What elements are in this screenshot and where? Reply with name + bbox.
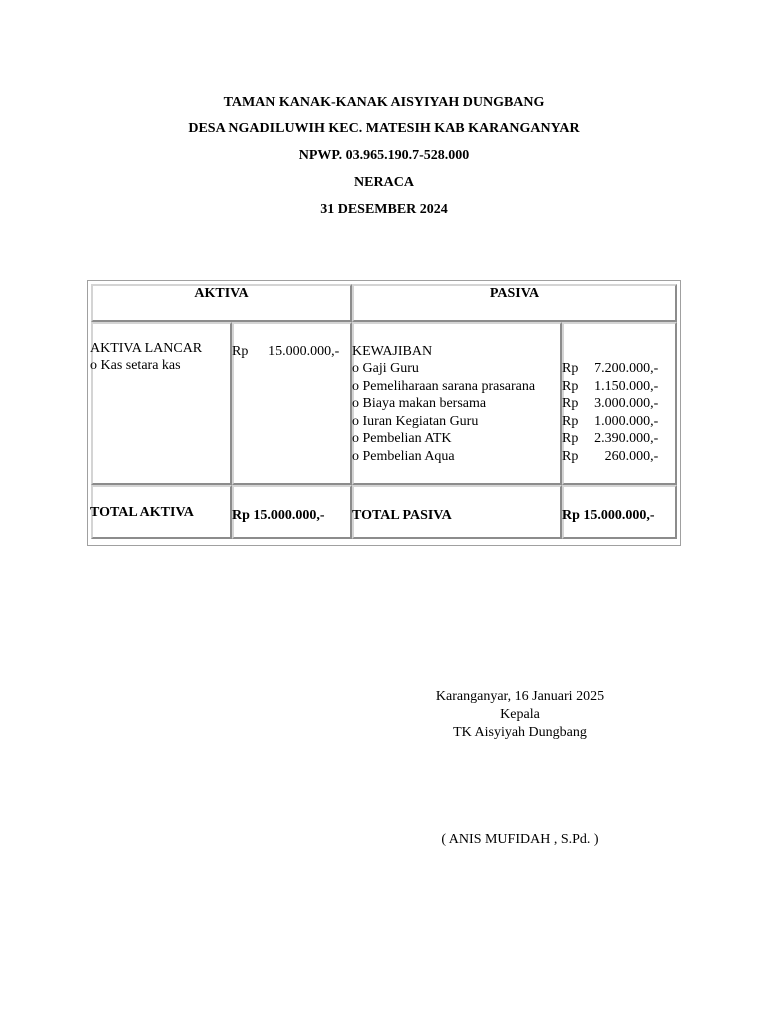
currency-label: Rp <box>562 431 579 446</box>
pasiva-item-label: o Pembelian Aqua <box>352 448 455 464</box>
aktiva-item-kas: o Kas setara kas <box>90 358 181 373</box>
pasiva-item-label: o Pemeliharaan sarana prasarana <box>352 378 536 394</box>
total-pasiva-label: TOTAL PASIVA <box>352 508 452 523</box>
amount-value: 7.200.000,- <box>594 361 659 376</box>
signature-place-date: Karanganyar, 16 Januari 2025 <box>435 689 605 704</box>
pasiva-item-label: o Iuran Kegiatan Guru <box>352 413 479 429</box>
signature-title: Kepala <box>500 707 540 722</box>
amount-value: 2.390.000,- <box>594 431 659 446</box>
currency-label: Rp <box>562 413 579 429</box>
balance-sheet-table <box>87 280 681 546</box>
amount-value: 260.000,- <box>604 448 659 464</box>
amount-value: 15.000.000,- <box>268 344 340 359</box>
pasiva-item-amount <box>562 395 658 413</box>
aktiva-header: AKTIVA <box>194 286 249 301</box>
amount-value: 1.150.000,- <box>594 378 659 394</box>
currency-label: Rp <box>232 344 249 359</box>
total-aktiva-value: Rp 15.000.000,- <box>232 508 325 523</box>
currency-label: Rp <box>562 396 579 411</box>
total-aktiva-label: TOTAL AKTIVA <box>90 505 194 520</box>
pasiva-item-label: o Biaya makan bersama <box>352 396 487 411</box>
pasiva-header: PASIVA <box>489 286 540 301</box>
pasiva-group-label: KEWAJIBAN <box>352 344 433 359</box>
signature-name: ( ANIS MUFIDAH , S.Pd. ) <box>441 832 599 847</box>
amount-value: 1.000.000,- <box>594 413 659 429</box>
npwp: NPWP. 03.965.190.7-528.000 <box>298 148 470 163</box>
pasiva-item-amount <box>562 413 658 431</box>
total-pasiva-value: Rp 15.000.000,- <box>562 508 655 523</box>
pasiva-item-amount <box>562 430 658 448</box>
org-address: DESA NGADILUWIH KEC. MATESIH KAB KARANGANYAR <box>188 121 580 136</box>
aktiva-kas-amount <box>232 343 339 361</box>
pasiva-item-amount <box>562 360 658 378</box>
pasiva-item-amount <box>562 448 658 466</box>
pasiva-item-amount <box>562 378 658 396</box>
report-title: NERACA <box>354 175 414 190</box>
currency-label: Rp <box>562 448 579 464</box>
currency-label: Rp <box>562 378 579 394</box>
org-name: TAMAN KANAK-KANAK AISYIYAH DUNGBANG <box>223 95 545 110</box>
pasiva-item-label: o Pembelian ATK <box>352 431 452 446</box>
pasiva-item-label: o Gaji Guru <box>352 361 419 376</box>
signature-institution: TK Aisyiyah Dungbang <box>453 725 587 740</box>
aktiva-group-label: AKTIVA LANCAR <box>90 341 203 356</box>
amount-value: 3.000.000,- <box>594 396 659 411</box>
currency-label: Rp <box>562 361 579 376</box>
report-date: 31 DESEMBER 2024 <box>320 202 448 217</box>
